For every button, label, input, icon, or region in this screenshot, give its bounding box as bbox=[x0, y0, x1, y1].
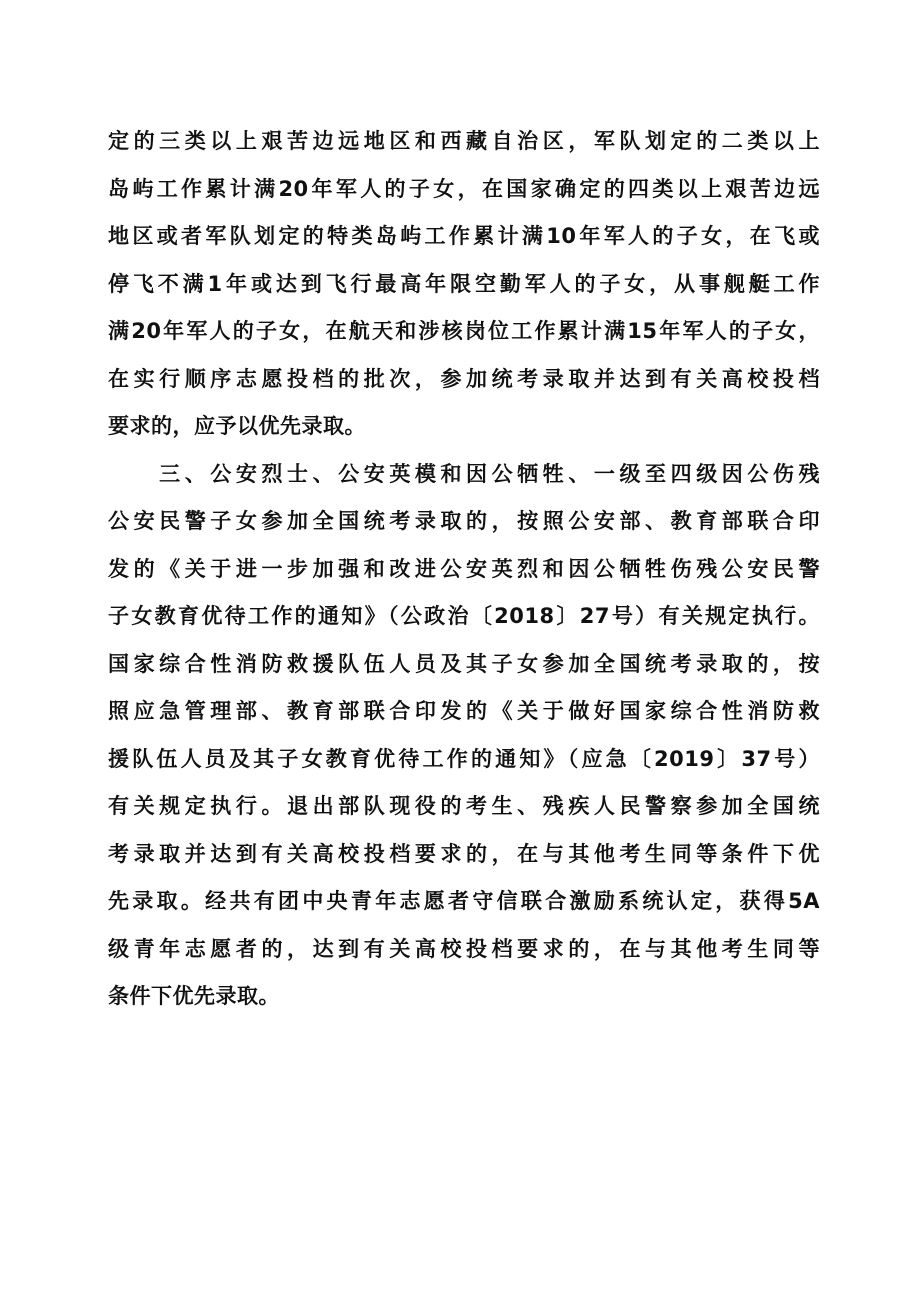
text-line: 国家综合性消防救援队伍人员及其子女参加全国统考录取的，按 bbox=[108, 651, 820, 676]
text-line: 条件下优先录取。 bbox=[108, 984, 280, 1008]
text-line: 满20年军人的子女，在航天和涉核岗位工作累计满15年军人的子女， bbox=[108, 319, 820, 343]
text-line: 发的《关于进一步加强和改进公安英烈和因公牺牲伤残公安民警 bbox=[108, 556, 820, 581]
text-line: 三、公安烈士、公安英模和因公牺牲、一级至四级因公伤残 bbox=[108, 461, 820, 486]
text-line: 考录取并达到有关高校投档要求的，在与其他考生同等条件下优 bbox=[108, 841, 820, 866]
text-line: 定的三类以上艰苦边远地区和西藏自治区，军队划定的二类以上 bbox=[108, 129, 820, 153]
text-line: 级青年志愿者的，达到有关高校投档要求的，在与其他考生同等 bbox=[108, 936, 820, 961]
text-line: 照应急管理部、教育部联合印发的《关于做好国家综合性消防救 bbox=[108, 699, 820, 723]
text-line: 岛屿工作累计满20年军人的子女，在国家确定的四类以上艰苦边远 bbox=[108, 176, 820, 201]
text-line: 子女教育优待工作的通知》（公政治〔2018〕27号）有关规定执行。 bbox=[108, 604, 820, 628]
text-line: 要求的，应予以优先录取。 bbox=[108, 414, 366, 438]
text-line: 地区或者军队划定的特类岛屿工作累计满10年军人的子女，在飞或 bbox=[108, 224, 820, 248]
text-line: 有关规定执行。退出部队现役的考生、残疾人民警察参加全国统 bbox=[108, 794, 820, 818]
paragraph-1 bbox=[108, 118, 820, 451]
document-body bbox=[108, 118, 820, 1021]
text-line: 先录取。经共有团中央青年志愿者守信联合激励系统认定，获得5A bbox=[108, 889, 820, 913]
paragraph-2 bbox=[108, 451, 820, 1021]
text-line: 停飞不满1年或达到飞行最高年限空勤军人的子女，从事舰艇工作 bbox=[108, 271, 820, 296]
text-line: 援队伍人员及其子女教育优待工作的通知》（应急〔2019〕37号） bbox=[108, 746, 820, 771]
text-line: 公安民警子女参加全国统考录取的，按照公安部、教育部联合印 bbox=[108, 509, 820, 533]
text-line: 在实行顺序志愿投档的批次，参加统考录取并达到有关高校投档 bbox=[108, 366, 820, 391]
